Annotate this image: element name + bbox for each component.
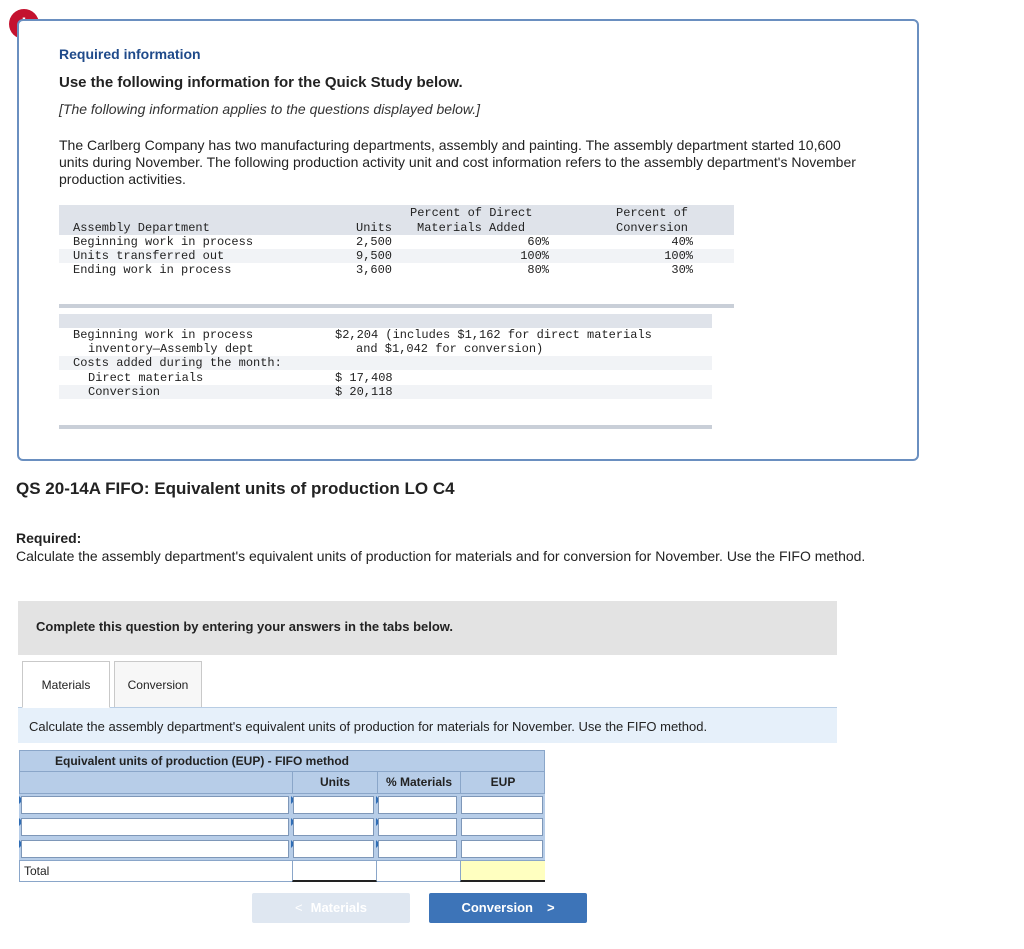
required-info-heading: Required information xyxy=(59,46,201,62)
required-info-card xyxy=(17,19,919,461)
table-row xyxy=(19,816,545,838)
row-units: 3,600 xyxy=(356,263,393,277)
next-conversion-button[interactable] xyxy=(429,893,587,923)
header-pct-conversion-line1: Percent of xyxy=(616,206,689,220)
prev-materials-button xyxy=(252,893,410,923)
table-row xyxy=(59,328,712,342)
beginning-wip-value-1: $2,204 (includes $1,162 for direct materials xyxy=(335,328,652,342)
header-pct-materials-line2: Materials Added xyxy=(417,221,526,235)
units-input[interactable] xyxy=(293,796,374,814)
row-materials: 60% xyxy=(527,235,549,249)
row-conversion: 40% xyxy=(671,235,693,249)
row-units: 2,500 xyxy=(356,235,393,249)
direct-materials-value: $ 17,408 xyxy=(335,371,393,385)
total-units-field xyxy=(292,861,377,882)
row-conversion: 100% xyxy=(664,249,693,263)
table-row xyxy=(19,838,545,860)
units-table-bottom-rule xyxy=(59,304,734,308)
table-row xyxy=(59,371,712,385)
header-eup: EUP xyxy=(460,772,545,793)
question-title: QS 20-14A FIFO: Equivalent units of production LO C4 xyxy=(16,479,455,498)
table-row xyxy=(59,263,734,277)
required-text: Calculate the assembly department's equivalent units of production for materials and for conversion for November. Use the FIFO method. xyxy=(16,548,866,564)
info-paragraph: The Carlberg Company has two manufacturing departments, assembly and painting. The assembly department started 10,600 units during November. The following production activity unit and cost information refers to the assembly department's November production activities. xyxy=(59,137,856,187)
row-materials: 100% xyxy=(520,249,549,263)
eup-input[interactable] xyxy=(461,840,543,858)
conversion-value: $ 20,118 xyxy=(335,385,393,399)
pct-materials-input[interactable] xyxy=(378,796,457,814)
pct-materials-input[interactable] xyxy=(378,840,457,858)
total-eup-field xyxy=(460,861,545,882)
row-units: 9,500 xyxy=(356,249,393,263)
table-row xyxy=(59,342,712,356)
table-row xyxy=(59,235,734,249)
row-label: Units transferred out xyxy=(73,249,225,263)
units-input[interactable] xyxy=(293,840,374,858)
eup-input[interactable] xyxy=(461,818,543,836)
total-row xyxy=(19,860,545,882)
cost-table-header-band xyxy=(59,314,712,328)
header-units: Units xyxy=(356,221,393,235)
beginning-wip-label-2: inventory—Assembly dept xyxy=(88,342,254,356)
header-assembly-department: Assembly Department xyxy=(73,221,210,235)
beginning-wip-value-2: and $1,042 for conversion) xyxy=(356,342,544,356)
table-row xyxy=(59,249,734,263)
total-label: Total xyxy=(24,864,50,878)
eup-input[interactable] xyxy=(461,796,543,814)
chevron-left-icon: < xyxy=(295,900,303,915)
next-button-label: Conversion xyxy=(461,900,533,915)
instruction-text: Calculate the assembly department's equivalent units of production for materials for November. Use the FIFO method. xyxy=(29,719,708,734)
row-conversion: 30% xyxy=(671,263,693,277)
costs-added-label: Costs added during the month: xyxy=(73,356,282,370)
table-row xyxy=(59,385,712,399)
info-note: [The following information applies to the questions displayed below.] xyxy=(59,101,481,117)
description-input[interactable] xyxy=(21,818,289,836)
header-pct-materials-line1: Percent of Direct xyxy=(410,206,533,220)
tab-conversion[interactable]: Conversion xyxy=(114,661,202,708)
cost-table-bottom-rule xyxy=(59,425,712,429)
instruction-band xyxy=(18,707,837,743)
row-label: Ending work in process xyxy=(73,263,232,277)
header-units: Units xyxy=(292,772,377,793)
complete-banner-text: Complete this question by entering your answers in the tabs below. xyxy=(36,619,454,634)
beginning-wip-label-1: Beginning work in process xyxy=(73,328,254,342)
prev-button-label: Materials xyxy=(310,900,367,915)
direct-materials-label: Direct materials xyxy=(88,371,204,385)
table-row xyxy=(19,794,545,816)
header-pct-materials: % Materials xyxy=(377,772,460,793)
eup-table-header xyxy=(19,772,545,794)
info-subheading: Use the following information for the Quick Study below. xyxy=(59,74,463,91)
pct-materials-input[interactable] xyxy=(378,818,457,836)
conversion-label: Conversion xyxy=(88,385,161,399)
chevron-right-icon: > xyxy=(546,900,555,915)
tab-materials[interactable]: Materials xyxy=(22,661,110,708)
table-row xyxy=(59,356,712,370)
row-label: Beginning work in process xyxy=(73,235,254,249)
complete-banner xyxy=(18,601,837,655)
required-label: Required: xyxy=(16,530,82,546)
units-input[interactable] xyxy=(293,818,374,836)
row-materials: 80% xyxy=(527,263,549,277)
header-pct-conversion-line2: Conversion xyxy=(616,221,689,235)
eup-table-title-text: Equivalent units of production (EUP) - FIFO method xyxy=(55,754,349,768)
description-input[interactable] xyxy=(21,840,289,858)
description-input[interactable] xyxy=(21,796,289,814)
eup-table-title xyxy=(19,750,545,772)
